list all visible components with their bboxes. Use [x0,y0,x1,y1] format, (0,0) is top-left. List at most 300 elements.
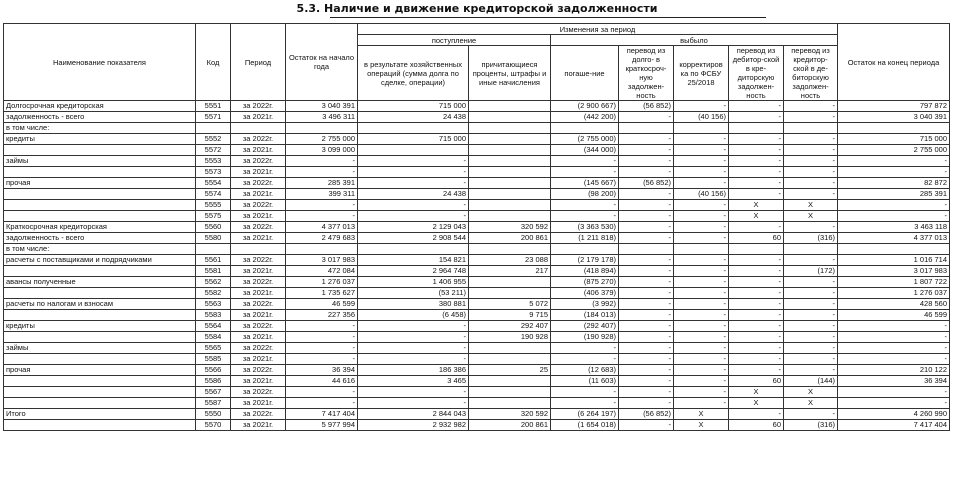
row-code: 5583 [196,310,231,321]
row-code: 5575 [196,211,231,222]
cell-end-balance: 7 417 404 [838,420,950,431]
cell-receivable-to-payable: - [729,277,784,288]
table-row [4,277,950,288]
cell-repayment: (1 654 018) [551,420,619,431]
cell-payable-to-receivable: - [784,222,838,233]
cell-end-balance: 797 872 [838,101,950,112]
table-row [4,310,950,321]
cell-end-balance: 1 016 714 [838,255,950,266]
cell-long-to-short: - [619,145,674,156]
cell-fsbu-adjustment: X [674,409,729,420]
cell-long-to-short: - [619,365,674,376]
cell-payable-to-receivable: (144) [784,376,838,387]
row-code: 5571 [196,112,231,123]
cell-long-to-short: - [619,354,674,365]
cell-operations: - [358,321,469,332]
row-period: за 2021г. [231,266,286,277]
cell-repayment: - [551,211,619,222]
cell-long-to-short: - [619,299,674,310]
cell-payable-to-receivable: (316) [784,233,838,244]
cell-interest [469,244,551,255]
cell-repayment: - [551,343,619,354]
cell-start-balance: 7 417 404 [286,409,358,420]
cell-long-to-short: - [619,420,674,431]
cell-interest: 320 592 [469,409,551,420]
cell-long-to-short: - [619,288,674,299]
cell-fsbu-adjustment [674,244,729,255]
row-code: 5587 [196,398,231,409]
row-name [4,398,196,409]
cell-fsbu-adjustment: - [674,321,729,332]
row-code: 5584 [196,332,231,343]
cell-end-balance: 210 122 [838,365,950,376]
row-name: расчеты с поставщиками и подрядчиками [4,255,196,266]
cell-start-balance: - [286,167,358,178]
cell-fsbu-adjustment: - [674,343,729,354]
cell-start-balance: 46 599 [286,299,358,310]
cell-start-balance: - [286,211,358,222]
cell-start-balance: 3 017 983 [286,255,358,266]
table-row [4,409,950,420]
cell-payable-to-receivable: - [784,299,838,310]
cell-repayment [551,244,619,255]
row-period: за 2022г. [231,255,286,266]
cell-payable-to-receivable: X [784,387,838,398]
cell-long-to-short: - [619,167,674,178]
row-name [4,387,196,398]
header-income: поступление [358,35,551,46]
header-period: Период [231,24,286,101]
cell-payable-to-receivable: - [784,156,838,167]
cell-interest [469,145,551,156]
cell-repayment: (442 200) [551,112,619,123]
row-period: за 2021г. [231,167,286,178]
cell-end-balance: 285 391 [838,189,950,200]
cell-receivable-to-payable: 60 [729,376,784,387]
header-start-balance: Остаток на начало года [286,24,358,101]
row-period: за 2022г. [231,299,286,310]
table-row [4,321,950,332]
row-name: в том числе: [4,244,196,255]
table-row [4,222,950,233]
table-row [4,211,950,222]
cell-operations: 715 000 [358,101,469,112]
cell-payable-to-receivable: - [784,178,838,189]
cell-end-balance: - [838,387,950,398]
cell-repayment: (190 928) [551,332,619,343]
row-name: займы [4,156,196,167]
cell-start-balance: 1 735 627 [286,288,358,299]
row-code: 5555 [196,200,231,211]
cell-receivable-to-payable: - [729,321,784,332]
row-period: за 2022г. [231,321,286,332]
cell-repayment: (11 603) [551,376,619,387]
cell-operations: - [358,343,469,354]
cell-operations: 3 465 [358,376,469,387]
cell-start-balance: 285 391 [286,178,358,189]
cell-long-to-short: - [619,376,674,387]
cell-interest [469,123,551,134]
cell-receivable-to-payable: - [729,365,784,376]
row-period: за 2021г. [231,420,286,431]
cell-receivable-to-payable: - [729,299,784,310]
cell-interest: 190 928 [469,332,551,343]
cell-operations: 24 438 [358,112,469,123]
row-name [4,310,196,321]
cell-start-balance: 399 311 [286,189,358,200]
page-title: 5.3. Наличие и движение кредиторской задолженности [296,2,658,15]
cell-long-to-short: - [619,156,674,167]
cell-payable-to-receivable: - [784,288,838,299]
cell-receivable-to-payable: - [729,343,784,354]
cell-payable-to-receivable: X [784,398,838,409]
row-name [4,167,196,178]
row-period: за 2022г. [231,200,286,211]
table-row [4,178,950,189]
cell-operations: 2 932 982 [358,420,469,431]
cell-payable-to-receivable [784,123,838,134]
cell-operations [358,145,469,156]
cell-interest: 292 407 [469,321,551,332]
cell-long-to-short: - [619,343,674,354]
cell-operations: 2 129 043 [358,222,469,233]
row-name [4,145,196,156]
cell-payable-to-receivable: (316) [784,420,838,431]
row-code: 5552 [196,134,231,145]
cell-repayment: (12 683) [551,365,619,376]
cell-receivable-to-payable: - [729,101,784,112]
table-row [4,112,950,123]
row-code: 5554 [196,178,231,189]
cell-operations: - [358,387,469,398]
row-period: за 2021г. [231,376,286,387]
cell-repayment: (406 379) [551,288,619,299]
cell-long-to-short: - [619,398,674,409]
cell-operations: - [358,178,469,189]
row-period: за 2022г. [231,178,286,189]
cell-end-balance: - [838,332,950,343]
cell-fsbu-adjustment: - [674,365,729,376]
cell-fsbu-adjustment: - [674,233,729,244]
cell-start-balance: 3 496 311 [286,112,358,123]
cell-payable-to-receivable: - [784,167,838,178]
row-code: 5562 [196,277,231,288]
table-row [4,420,950,431]
cell-repayment: (145 667) [551,178,619,189]
cell-interest [469,178,551,189]
cell-start-balance: 227 356 [286,310,358,321]
row-period: за 2021г. [231,189,286,200]
cell-operations: - [358,332,469,343]
cell-repayment: (184 013) [551,310,619,321]
cell-repayment: - [551,167,619,178]
cell-start-balance: 4 377 013 [286,222,358,233]
cell-operations: - [358,398,469,409]
row-code: 5563 [196,299,231,310]
cell-repayment: (418 894) [551,266,619,277]
cell-operations: 24 438 [358,189,469,200]
row-code [196,244,231,255]
cell-repayment: (3 363 530) [551,222,619,233]
cell-operations: - [358,200,469,211]
cell-end-balance: 715 000 [838,134,950,145]
cell-receivable-to-payable [729,244,784,255]
table-row [4,376,950,387]
cell-payable-to-receivable: X [784,211,838,222]
table-row [4,233,950,244]
cell-end-balance: 3 017 983 [838,266,950,277]
cell-interest: 9 715 [469,310,551,321]
cell-interest: 23 088 [469,255,551,266]
cell-fsbu-adjustment: - [674,398,729,409]
row-name: в том числе: [4,123,196,134]
row-name: задолженность - всего [4,112,196,123]
cell-receivable-to-payable: - [729,409,784,420]
table-row [4,156,950,167]
header-interest: причитающиеся проценты, штрафы и иные начисления [469,46,551,101]
row-name: прочая [4,178,196,189]
row-name: прочая [4,365,196,376]
cell-fsbu-adjustment: - [674,101,729,112]
cell-payable-to-receivable [784,244,838,255]
row-code: 5565 [196,343,231,354]
table-row [4,332,950,343]
cell-receivable-to-payable: - [729,222,784,233]
cell-start-balance: - [286,200,358,211]
cell-operations [358,244,469,255]
cell-repayment: (292 407) [551,321,619,332]
table-row [4,365,950,376]
row-name [4,211,196,222]
cell-fsbu-adjustment: - [674,332,729,343]
cell-interest: 25 [469,365,551,376]
table-row [4,343,950,354]
cell-payable-to-receivable: - [784,145,838,156]
cell-receivable-to-payable: - [729,112,784,123]
header-payable-to-receivable: перевод из кредитор-ской в де-биторскую задолжен-ность [784,46,838,101]
row-period: за 2021г. [231,398,286,409]
table-row [4,387,950,398]
row-period: за 2022г. [231,387,286,398]
cell-end-balance: - [838,398,950,409]
row-code: 5550 [196,409,231,420]
cell-interest [469,101,551,112]
cell-payable-to-receivable: - [784,321,838,332]
row-name: авансы полученные [4,277,196,288]
cell-end-balance: - [838,354,950,365]
cell-fsbu-adjustment: - [674,255,729,266]
cell-start-balance: - [286,387,358,398]
table-row [4,123,950,134]
cell-long-to-short: - [619,255,674,266]
cell-payable-to-receivable: - [784,409,838,420]
cell-operations: 715 000 [358,134,469,145]
cell-end-balance: - [838,321,950,332]
cell-long-to-short [619,123,674,134]
table-row [4,244,950,255]
cell-long-to-short: - [619,332,674,343]
header-long-to-short: перевод из долго- в краткосроч-ную задолжен-ность [619,46,674,101]
row-period: за 2021г. [231,112,286,123]
cell-repayment: (3 992) [551,299,619,310]
cell-receivable-to-payable: - [729,178,784,189]
cell-receivable-to-payable: X [729,387,784,398]
payables-table [3,23,950,431]
header-repayment: погаше-ние [551,46,619,101]
row-period: за 2021г. [231,145,286,156]
row-name [4,376,196,387]
cell-interest [469,376,551,387]
cell-repayment: - [551,398,619,409]
cell-start-balance: - [286,398,358,409]
cell-receivable-to-payable: - [729,167,784,178]
header-outflow: выбыло [551,35,838,46]
cell-payable-to-receivable: - [784,343,838,354]
cell-fsbu-adjustment: - [674,211,729,222]
cell-repayment: - [551,354,619,365]
cell-long-to-short: - [619,200,674,211]
cell-receivable-to-payable: - [729,145,784,156]
cell-interest [469,112,551,123]
cell-start-balance: - [286,343,358,354]
row-period: за 2021г. [231,354,286,365]
cell-fsbu-adjustment: - [674,222,729,233]
row-period: за 2021г. [231,332,286,343]
cell-end-balance: - [838,343,950,354]
row-code: 5582 [196,288,231,299]
cell-interest [469,189,551,200]
cell-repayment: (1 211 818) [551,233,619,244]
cell-end-balance: 36 394 [838,376,950,387]
cell-repayment: (98 200) [551,189,619,200]
row-code: 5553 [196,156,231,167]
cell-start-balance [286,123,358,134]
row-period: за 2021г. [231,310,286,321]
cell-operations [358,123,469,134]
cell-payable-to-receivable: - [784,134,838,145]
cell-long-to-short: (56 852) [619,101,674,112]
row-code: 5572 [196,145,231,156]
row-code [196,123,231,134]
cell-start-balance [286,244,358,255]
row-name: расчеты по налогам и взносам [4,299,196,310]
cell-start-balance: 2 479 683 [286,233,358,244]
cell-repayment: - [551,200,619,211]
cell-fsbu-adjustment: - [674,354,729,365]
cell-end-balance: 3 040 391 [838,112,950,123]
cell-payable-to-receivable: - [784,277,838,288]
cell-repayment: (344 000) [551,145,619,156]
cell-interest: 5 072 [469,299,551,310]
cell-payable-to-receivable: - [784,354,838,365]
cell-operations: 154 821 [358,255,469,266]
cell-end-balance: - [838,156,950,167]
table-row [4,299,950,310]
cell-long-to-short: - [619,310,674,321]
cell-interest [469,156,551,167]
cell-interest [469,387,551,398]
cell-repayment: (875 270) [551,277,619,288]
table-row [4,354,950,365]
cell-operations: - [358,354,469,365]
cell-fsbu-adjustment: - [674,299,729,310]
cell-fsbu-adjustment: - [674,277,729,288]
cell-operations: (6 458) [358,310,469,321]
table-row [4,167,950,178]
cell-interest [469,288,551,299]
cell-start-balance: 2 755 000 [286,134,358,145]
row-period [231,123,286,134]
cell-receivable-to-payable: 60 [729,420,784,431]
row-period: за 2021г. [231,233,286,244]
cell-payable-to-receivable: - [784,255,838,266]
cell-receivable-to-payable: - [729,255,784,266]
row-code: 5560 [196,222,231,233]
cell-start-balance: 3 040 391 [286,101,358,112]
cell-receivable-to-payable: 60 [729,233,784,244]
cell-long-to-short: - [619,321,674,332]
header-operations: в результате хозяйственных операций (сумма долга по сделке, операции) [358,46,469,101]
cell-receivable-to-payable: - [729,134,784,145]
row-code: 5581 [196,266,231,277]
cell-long-to-short: - [619,134,674,145]
row-name [4,266,196,277]
cell-end-balance: 3 463 118 [838,222,950,233]
row-name [4,189,196,200]
cell-fsbu-adjustment: - [674,376,729,387]
cell-long-to-short: - [619,222,674,233]
cell-long-to-short: - [619,189,674,200]
table-row [4,134,950,145]
cell-fsbu-adjustment: - [674,387,729,398]
row-period: за 2022г. [231,156,286,167]
cell-fsbu-adjustment: - [674,134,729,145]
cell-long-to-short: - [619,266,674,277]
cell-receivable-to-payable: - [729,288,784,299]
cell-receivable-to-payable: - [729,354,784,365]
cell-operations: 2 844 043 [358,409,469,420]
cell-interest: 200 861 [469,233,551,244]
row-name [4,288,196,299]
cell-interest [469,343,551,354]
row-period: за 2021г. [231,288,286,299]
row-name: Краткосрочная кредиторская [4,222,196,233]
cell-operations: 380 881 [358,299,469,310]
header-fsbu-adjustment: корректиров ка по ФСБУ 25/2018 [674,46,729,101]
cell-end-balance: 1 807 722 [838,277,950,288]
row-name: Долгосрочная кредиторская [4,101,196,112]
row-code: 5551 [196,101,231,112]
cell-start-balance: 44 616 [286,376,358,387]
cell-fsbu-adjustment: - [674,156,729,167]
cell-interest [469,134,551,145]
cell-start-balance: - [286,332,358,343]
cell-receivable-to-payable [729,123,784,134]
row-period: за 2022г. [231,409,286,420]
row-code: 5567 [196,387,231,398]
title-underline [330,17,766,18]
cell-start-balance: - [286,156,358,167]
cell-repayment [551,123,619,134]
cell-end-balance: - [838,167,950,178]
cell-long-to-short: (56 852) [619,178,674,189]
cell-interest [469,354,551,365]
table-row [4,398,950,409]
row-code: 5585 [196,354,231,365]
table-row [4,101,950,112]
cell-fsbu-adjustment: - [674,145,729,156]
header-changes: Изменения за период [358,24,838,35]
